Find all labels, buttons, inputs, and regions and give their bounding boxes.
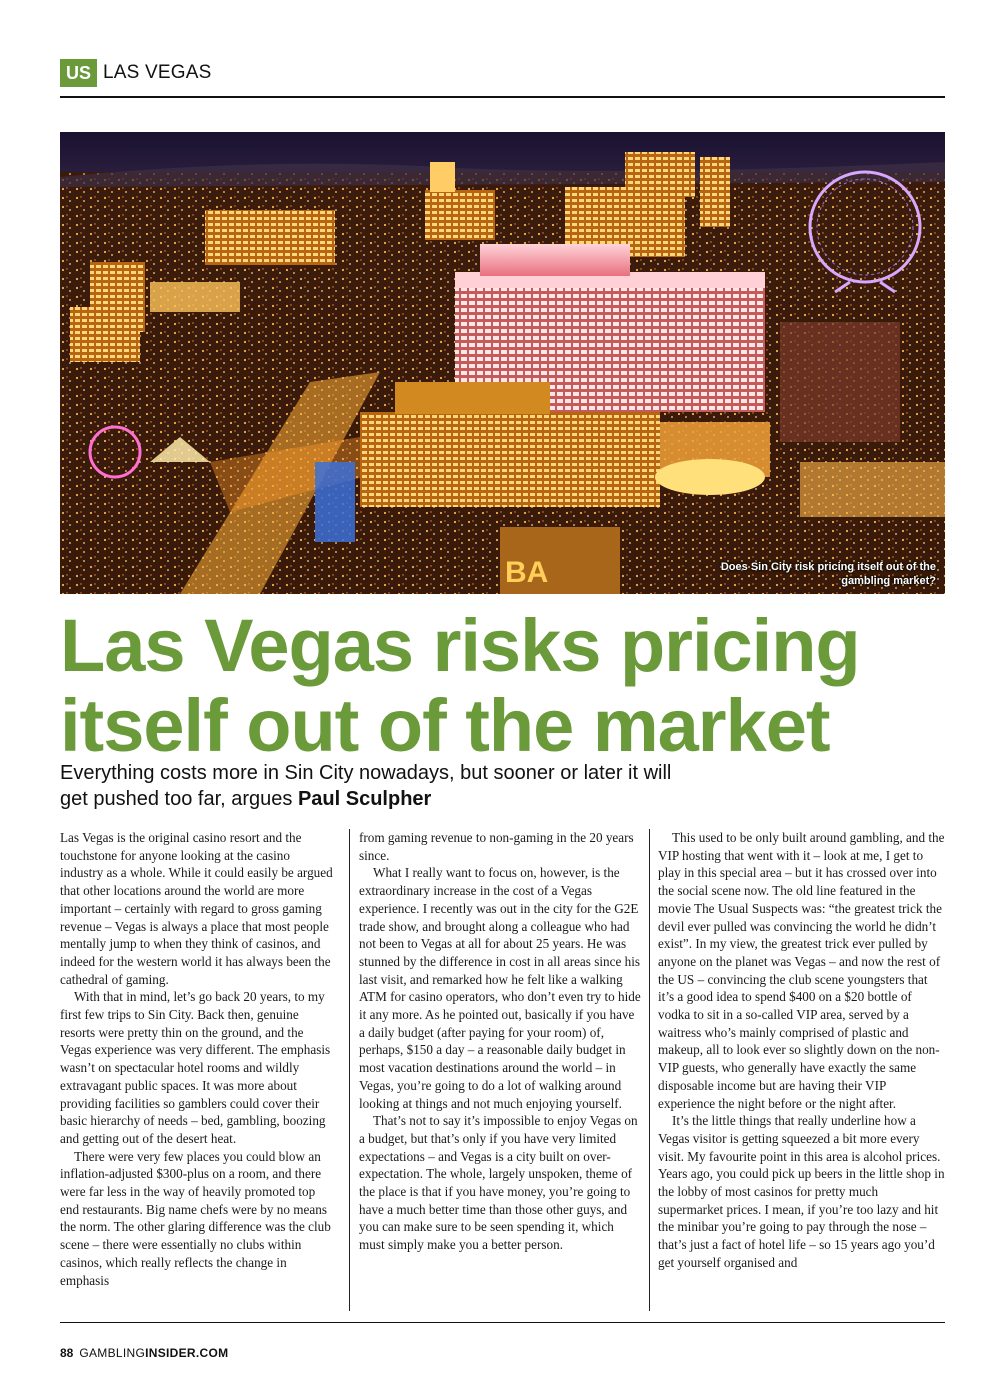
- photo-caption: Does Sin City risk pricing itself out of the gambling market?: [720, 561, 936, 587]
- paragraph: That’s not to say it’s impossible to enjoy Vegas on a budget, but that’s only if you have very limited expectations – and Vegas is a city built on over-expectation. The whole, largely unspoken, theme of the place is that if you have money, you’re going to have a much better time than those other guys, and you can make sure to be seen spending it, which must simply make you a better person.: [359, 1113, 638, 1253]
- paragraph: Las Vegas is the original casino resort and the touchstone for anyone looking at the casino industry as a whole. While it could easily be argued that other locations around the world are more important – certainly with regard to gross gaming revenue – Vegas is always a place that most people mentally jump to when they think of casinos, and indeed for the western world it has always been the cathedral of gaming.: [60, 830, 333, 987]
- column-1: [60, 829, 335, 1311]
- column-3: [658, 829, 945, 1311]
- paragraph: With that in mind, let’s go back 20 years, to my first few trips to Sin City. Back then, genuine resorts were pretty thin on the ground, and the Vegas experience was very different. The emphasis wasn’t on spectacular hotel rooms and wildly extravagant public spaces. It was more about providing facilities so gamblers could cover their basic hierarchy of needs – bed, gambling, boozing and getting out of the desert heat.: [60, 989, 331, 1146]
- svg-text:BA: BA: [505, 556, 549, 589]
- hero-photo: [60, 132, 945, 594]
- country-tag: US: [60, 59, 97, 87]
- page-number: 88: [60, 1346, 74, 1360]
- article-body: [60, 829, 945, 1311]
- section-header: [60, 58, 211, 88]
- column-divider: [349, 829, 350, 1311]
- paragraph: It’s the little things that really underline how a Vegas visitor is getting squeezed a bit more every visit. My favourite point in this area is alcohol prices. Years ago, you could pick up beers in the little shop in the lobby of most casinos for pretty much supermarket prices. I mean, if you’re too lazy and hit the minibar you’re going to pay through the nose – that’s just a fact of hotel life – so 15 years ago you’d get yourself organised and: [658, 1113, 945, 1270]
- paragraph: This used to be only built around gambling, and the VIP hosting that went with it – look at me, I get to play in this special area – but it has crossed over into the social scene now. The old line featured in the movie The Usual Suspects was: “the greatest trick the devil ever pulled was convincing the world he didn’t exist”. In my view, the greatest trick ever pulled by anyone on the planet was Vegas – and now the rest of the US – convincing the club scene youngsters that it’s a good idea to spend $400 on a $20 bottle of vodka to sit in a so-called VIP area, served by a waitress who’s mainly comprised of plastic and makeup, all to look ever so slightly down on the non-VIP guests, who generally have exactly the same disposable income but are having their VIP experience the night before or the night after.: [658, 830, 945, 1111]
- standfirst-text: Everything costs more in Sin City nowadays, but sooner or later it will get pushed too far, argues: [60, 762, 672, 810]
- paragraph: There were very few places you could blow an inflation-adjusted $300-plus on a room, and there were far less in the way of heavily promoted top end restaurants. Big name chefs were by no means the norm. The other glaring difference was the club scene – there were essentially no clubs within casinos, which really reflects the change in emphasis: [60, 1148, 331, 1288]
- paragraph: from gaming revenue to non-gaming in the 20 years since.: [359, 830, 634, 863]
- section-title: LAS VEGAS: [103, 62, 212, 83]
- column-divider: [649, 829, 650, 1311]
- las-vegas-night-photo: [60, 132, 945, 594]
- page-footer: [60, 1346, 228, 1360]
- author-byline: Paul Sculpher: [297, 788, 432, 810]
- headline: Las Vegas risks pricing itself out of the market: [60, 604, 860, 767]
- header-rule: [60, 96, 945, 98]
- footer-rule: [60, 1322, 945, 1323]
- site-name-light: GAMBLING: [79, 1346, 146, 1360]
- standfirst: [60, 760, 680, 812]
- paragraph: What I really want to focus on, however, is the extraordinary increase in the cost of a Vegas experience. I recently was out in the city for the G2E trade show, and brought along a colleague who had not been to Vegas at all for about 25 years. He was stunned by the difference in cost in all areas since his last visit, and remarked how he felt like a walking ATM for casino operators, who don’t even try to hide it any more. As he pointed out, basically if you have a daily budget (after paying for your room) of, perhaps, $150 a day – a reasonable daily budget in most vacation destinations around the world – in Vegas, you’re going to do a lot of walking around looking at things and not much enjoying yourself.: [359, 865, 641, 1111]
- site-name-bold: INSIDER.COM: [145, 1346, 229, 1360]
- column-2: [359, 829, 642, 1311]
